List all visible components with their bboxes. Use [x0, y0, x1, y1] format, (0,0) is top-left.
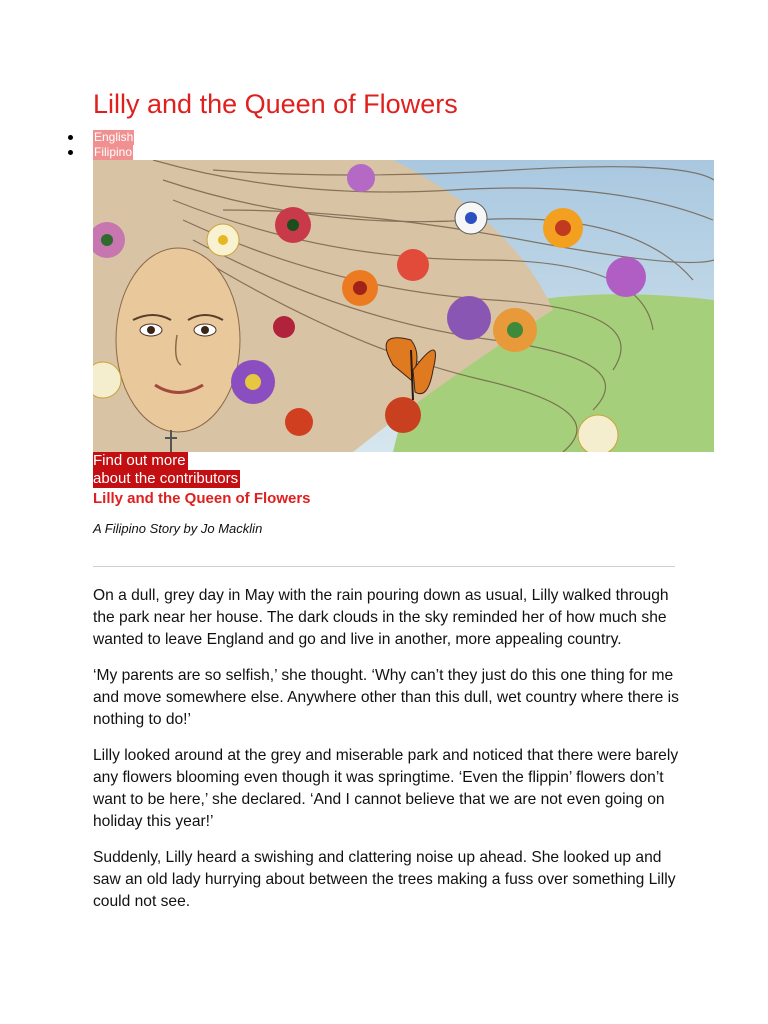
page-title: Lilly and the Queen of Flowers — [93, 89, 458, 119]
language-link-english[interactable]: English — [94, 130, 134, 144]
divider — [93, 566, 675, 567]
story-paragraph: Suddenly, Lilly heard a swishing and clattering noise up ahead. She looked up and saw an old lady hurrying about between the trees making a fuss over something Lilly could not see. — [93, 849, 676, 910]
flower-icon — [207, 224, 239, 256]
contributors-link-line2[interactable]: about the contributors — [93, 470, 239, 487]
story-body — [93, 585, 683, 927]
story-title: Lilly and the Queen of Flowers — [93, 490, 311, 507]
story-paragraph: Lilly looked around at the grey and miserable park and noticed that there were barely any flowers blooming even though it was springtime. ‘Even the flippin’ flowers don’t want to be here,’ she declared. ‘And I cannot believe that we are not even going on holiday this year!’ — [93, 747, 679, 830]
hero-illustration — [93, 160, 714, 452]
story-paragraph: On a dull, grey day in May with the rain pouring down as usual, Lilly walked through the park near her house. The dark clouds in the sky reminded her of how much she wanted to leave England and go and live in another, more appealing country. — [93, 587, 669, 648]
bullet-icon — [68, 150, 73, 155]
bullet-icon — [68, 135, 73, 140]
contributors-link[interactable] — [93, 452, 240, 488]
contributors-link-line1[interactable]: Find out more — [93, 452, 186, 469]
language-link-filipino[interactable]: Filipino — [94, 145, 133, 159]
story-subtitle: A Filipino Story by Jo Macklin — [93, 521, 263, 536]
illustration-girl-with-flowers — [93, 160, 714, 452]
story-paragraph: ‘My parents are so selfish,’ she thought. ‘Why can’t they just do this one thing for me and move somewhere else. Anywhere other than this dull, wet country where there is nothing to do!’ — [93, 667, 679, 728]
